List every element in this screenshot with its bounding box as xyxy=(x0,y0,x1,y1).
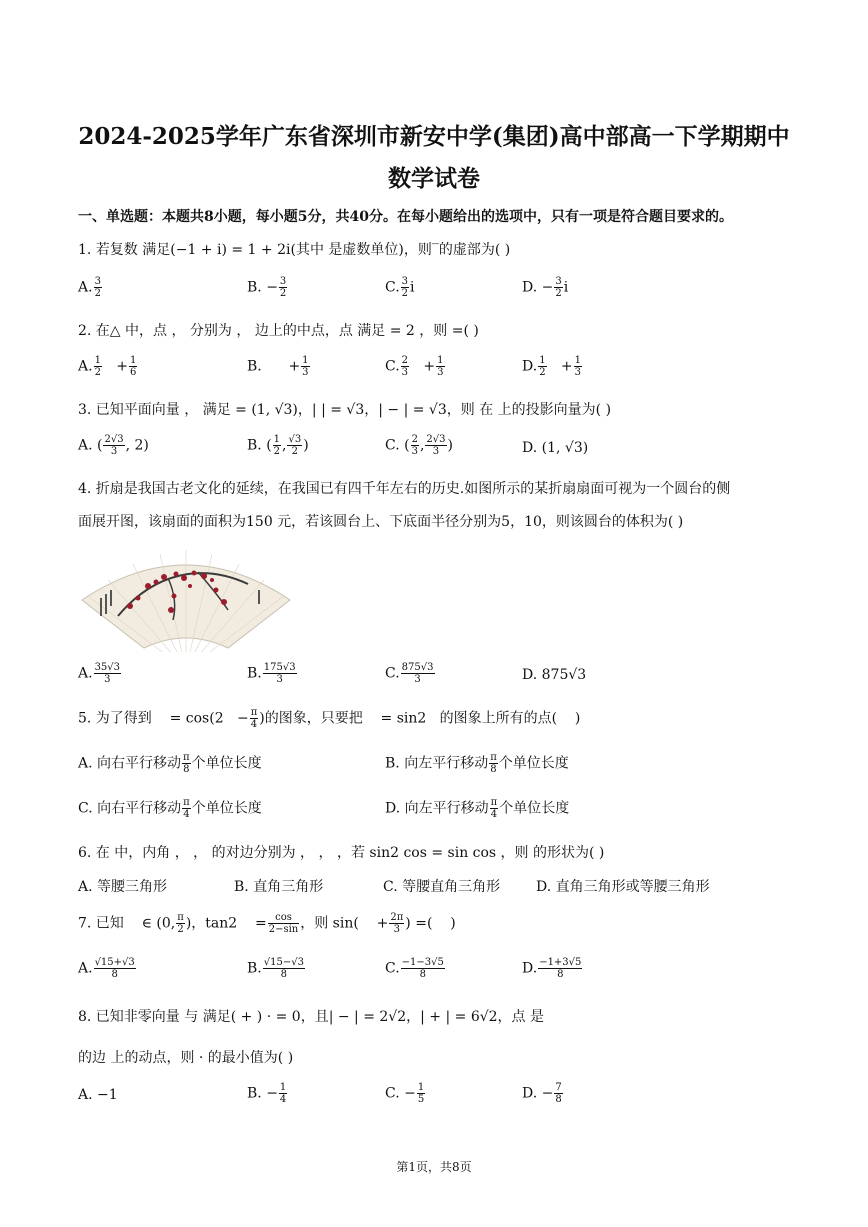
q5-option-a: A. 向右平行移动 $\frac{\pi}{8}$ 个单位长度 xyxy=(78,752,262,775)
q4-option-b: B. $\frac{175√3}{3}$ xyxy=(247,662,296,685)
q6-option-c: C. 等腰直角三角形 xyxy=(383,879,501,895)
page-footer: 第1页，共8页 xyxy=(396,1160,472,1174)
q3-option-b: B. ( $\frac{1}{2}$ , $\frac{√3}{2}$ ) xyxy=(247,434,309,457)
q6-option-a: A. 等腰三角形 xyxy=(78,879,168,895)
question-5: 5. 为了得到 = cos(2 − $\frac{\pi}{4}$ )的图象，只要把 = sin2 的图象上所有的点( ) xyxy=(78,707,581,730)
q6-option-d: D. 直角三角形或等腰三角形 xyxy=(536,879,710,895)
q8-option-c: C. − $\frac{1}{5}$ xyxy=(385,1082,425,1105)
q7-option-a: A. $\frac{√15+√3}{8}$ xyxy=(78,957,135,980)
question-8-line-2: 的边 上的动点，则 · 的最小值为( ) xyxy=(78,1050,294,1066)
q5-option-d: D. 向左平行移动 $\frac{\pi}{4}$ 个单位长度 xyxy=(385,797,570,820)
q1-option-b: B. − $\frac{3}{2}$ xyxy=(247,276,287,299)
q4-option-c: C. $\frac{875√3}{3}$ xyxy=(385,662,434,685)
q5-option-c: C. 向右平行移动 $\frac{\pi}{4}$ 个单位长度 xyxy=(78,797,262,820)
q2-option-c: C. $\frac{2}{3}$ + $\frac{1}{3}$ xyxy=(385,355,444,378)
q4-option-a: A. $\frac{35√3}{3}$ xyxy=(78,662,121,685)
q7-option-d: D. $\frac{-1+3√5}{8}$ xyxy=(522,957,582,980)
q3-option-d: D. (1, √3) xyxy=(522,440,589,456)
q1-option-a: A. $\frac{3}{2}$ xyxy=(78,276,101,299)
question-8-line-1: 8. 已知非零向量 与 满足( + ) · = 0，且| − | = 2√2，| + | = 6√2，点 是 xyxy=(78,1009,545,1025)
question-6: 6. 在 中，内角 ， ， 的对边分别为 ， ， ，若 sin2 cos = sin cos ，则 的形状为( ) xyxy=(78,845,605,861)
q4-option-d: D. 875√3 xyxy=(522,667,587,683)
title-line-2: 数学试卷 xyxy=(388,165,480,192)
q8-option-d: D. − $\frac{7}{8}$ xyxy=(522,1082,562,1105)
q8-option-a: A. −1 xyxy=(78,1087,118,1103)
folding-fan-image xyxy=(78,540,294,652)
question-4-line-2: 面展开图，该扇面的面积为150 元，若该圆台上、下底面半径分别为5，10，则该圆台的体积为( ) xyxy=(78,514,684,530)
q1-option-d: D. − $\frac{3}{2}$ i xyxy=(522,276,569,299)
question-7: 7. 已知 ∈ (0, $\frac{\pi}{2}$ )，tan2 = $\frac{\cos}{2-\sin}$ ，则 sin( + $\frac{2\pi}{3}$ ) =( ) xyxy=(78,912,456,935)
q2-option-b: B. + $\frac{1}{3}$ xyxy=(247,355,309,378)
question-1: 1. 若复数 满足(−1 + i) = 1 + 2i(其中 是虚数单位)，则‾的虚部为( ) xyxy=(78,242,511,258)
q7-option-b: B. $\frac{√15-√3}{8}$ xyxy=(247,957,304,980)
q3-option-a: A. ( $\frac{2√3}{3}$ , 2) xyxy=(78,434,149,457)
question-2: 2. 在△ 中，点 ， 分别为 ， 边上的中点，点 满足 = 2 ，则 =( ) xyxy=(78,323,479,339)
question-4-line-1: 4. 折扇是我国古老文化的延续，在我国已有四千年左右的历史.如图所示的某折扇扇面可视为一个圆台的侧 xyxy=(78,481,731,497)
q8-option-b: B. − $\frac{1}{4}$ xyxy=(247,1082,287,1105)
q5-option-b: B. 向左平行移动 $\frac{\pi}{8}$ 个单位长度 xyxy=(385,752,569,775)
q1-option-c: C. $\frac{3}{2}$ i xyxy=(385,276,415,299)
q2-option-d: D. $\frac{1}{2}$ + $\frac{1}{3}$ xyxy=(522,355,582,378)
q2-option-a: A. $\frac{1}{2}$ + $\frac{1}{6}$ xyxy=(78,355,137,378)
q7-option-c: C. $\frac{-1-3√5}{8}$ xyxy=(385,957,444,980)
section-heading: 一、单选题：本题共8小题，每小题5分，共40分。在每小题给出的选项中，只有一项是符合题目要求的。 xyxy=(78,209,733,225)
q3-option-c: C. ( $\frac{2}{3}$ , $\frac{2√3}{3}$ ) xyxy=(385,434,453,457)
question-3: 3. 已知平面向量 ， 满足 = (1, √3)，| | = √3，| − | = √3，则 在 上的投影向量为( ) xyxy=(78,402,612,418)
q6-option-b: B. 直角三角形 xyxy=(234,879,324,895)
title-line-1: 2024-2025学年广东省深圳市新安中学(集团)高中部高一下学期期中 xyxy=(78,123,790,150)
